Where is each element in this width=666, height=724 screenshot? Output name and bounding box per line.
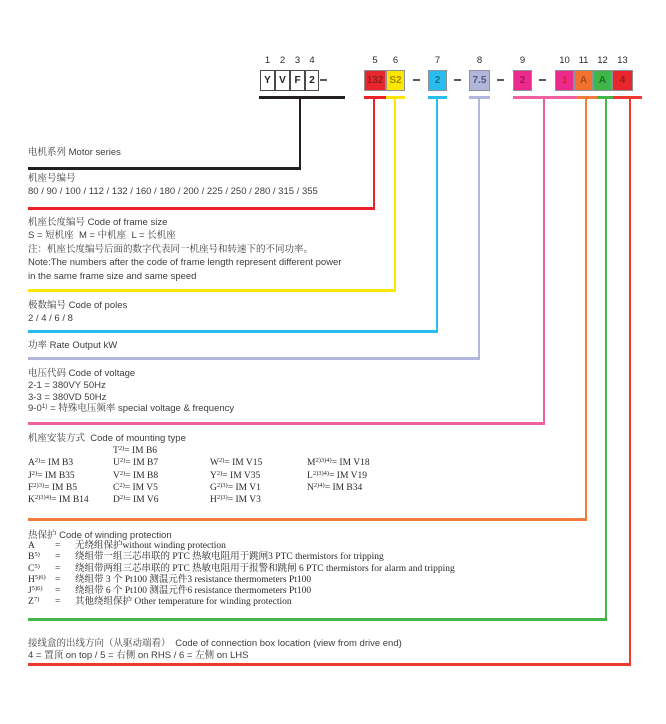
- code-underline-segment: [259, 96, 345, 99]
- code-position-label: 7: [434, 55, 441, 66]
- code-box-char: 2: [519, 75, 526, 86]
- section-rule-rate-output: [28, 357, 480, 360]
- code-box: [275, 70, 290, 91]
- mounting-table-cell: $F^{2)3)}=$ IM B5: [28, 481, 77, 493]
- code-box: [364, 70, 386, 91]
- code-position-label: 1: [264, 55, 271, 66]
- equals-sign: =: [55, 586, 61, 597]
- connector-line-rate-output: [478, 96, 481, 360]
- connector-line-frame-length-code: [394, 96, 397, 292]
- connector-line-frame-size-number: [373, 96, 376, 210]
- equals-sign: =: [55, 574, 61, 585]
- mounting-table-row: [28, 457, 437, 469]
- section-rule-winding-protection: [28, 618, 607, 621]
- section-text-voltage-code: [28, 368, 234, 415]
- mounting-table-row: [28, 494, 437, 506]
- mounting-table-row: [28, 445, 437, 457]
- section-text-line: 电压代码 Code of voltage: [28, 368, 136, 379]
- code-separator-dash: [539, 79, 546, 81]
- mounting-table-cell: $Y^{2)}=$ IM V35: [210, 469, 261, 481]
- mounting-table-row: [28, 470, 437, 482]
- section-text-line: 接线盒的出线方向（从驱动端看） Code of connection box location (view from drive end): [28, 638, 402, 649]
- protection-description: 无绕组保护without winding protection: [75, 541, 226, 552]
- section-text-line: 2 / 4 / 6 / 8: [28, 312, 73, 324]
- section-rule-frame-size-number: [28, 207, 375, 210]
- code-box-char: A: [598, 75, 607, 86]
- code-box: [305, 70, 319, 91]
- section-text-line: 机座安装方式 Code of mounting type: [28, 433, 186, 444]
- code-separator-dash: [320, 79, 327, 81]
- code-box: [612, 70, 633, 91]
- mounting-table-cell: [307, 494, 437, 506]
- protection-code: $J^{5)6)}$: [28, 585, 43, 597]
- code-box: [555, 70, 574, 91]
- section-text-line: 2-1 = 380VY 50Hz: [28, 379, 106, 391]
- code-box-char: 4: [619, 75, 626, 86]
- protection-def-row: [28, 586, 455, 597]
- mounting-table-cell: $K^{2)3)4)}=$ IM B14: [28, 494, 89, 506]
- protection-description: 绕组带两组三芯串联的 PTC 热敏电阻用于报警和跳闸 6 PTC thermistors for alarm and tripping: [75, 563, 455, 574]
- section-text-frame-length-code: [28, 216, 342, 283]
- protection-code: A: [28, 541, 35, 552]
- section-text-line: 机座号编号: [28, 173, 76, 184]
- section-rule-connection-box-location: [28, 663, 631, 666]
- protection-code: $B^{5)}$: [28, 551, 40, 563]
- equals-sign: =: [55, 597, 61, 608]
- code-position-label: 2: [279, 55, 286, 66]
- code-box-char: S2: [389, 75, 402, 86]
- code-box-char: 1: [561, 75, 568, 86]
- section-rule-motor-series: [28, 167, 301, 170]
- protection-description: 绕组带 3 个 Pt100 测温元件3 resistance thermometers Pt100: [75, 574, 312, 585]
- code-box: [290, 70, 305, 91]
- section-rule-poles-code: [28, 330, 438, 333]
- mounting-table-cell: [210, 445, 307, 457]
- connector-line-mounting-type: [585, 96, 588, 521]
- mounting-table-cell: [28, 445, 113, 457]
- section-text-line: 极数编号 Code of poles: [28, 300, 128, 311]
- mounting-table-cell: [307, 445, 437, 457]
- protection-description: 其他绕组保护 Other temperature for winding protection: [75, 597, 292, 608]
- code-position-label: 11: [578, 55, 589, 66]
- code-box: [574, 70, 593, 91]
- code-box-char: F: [294, 75, 301, 86]
- code-box: [593, 70, 612, 91]
- code-separator-dash: [413, 79, 420, 81]
- section-text-line: 电机系列 Motor series: [28, 147, 121, 158]
- code-box: [386, 70, 405, 91]
- section-rule-voltage-code: [28, 422, 545, 425]
- connector-line-connection-box-location: [629, 96, 632, 666]
- code-separator-dash: [497, 79, 504, 81]
- code-box: [428, 70, 447, 91]
- section-rule-frame-length-code: [28, 289, 396, 292]
- section-rule-mounting-type: [28, 518, 587, 521]
- connector-line-poles-code: [436, 96, 439, 333]
- section-text-line: 热保护 Code of winding protection: [28, 530, 172, 541]
- protection-def-row: [28, 597, 455, 608]
- protection-code: $Z^{7)}$: [28, 596, 40, 608]
- section-text-line: S = 短机座 M = 中机座 L = 长机座: [28, 230, 176, 242]
- section-text-mounting-type: [28, 433, 437, 506]
- section-text-connection-box-location: [28, 638, 402, 662]
- equals-sign: =: [55, 552, 61, 563]
- code-position-label: 4: [309, 55, 315, 66]
- code-position-label: 13: [617, 55, 628, 66]
- section-text-line: 4 = 置顶 on top / 5 = 右侧 on RHS / 6 = 左侧 on LHS: [28, 650, 249, 661]
- mounting-table-cell: $U^{2)}=$ IM B7: [113, 457, 159, 469]
- code-separator-dash: [454, 79, 461, 81]
- code-position-label: 8: [476, 55, 483, 66]
- protection-def-row: [28, 541, 455, 552]
- mounting-table-row: [28, 482, 437, 494]
- code-box: [260, 70, 275, 91]
- mounting-table-cell: $H^{2)3)}=$ IM V3: [210, 494, 261, 506]
- section-text-motor-series: [28, 146, 121, 159]
- protection-def-row: [28, 575, 455, 586]
- protection-def-row: [28, 552, 455, 563]
- protection-description: 绕组带 6 个 Pt100 测温元件6 resistance thermometers Pt100: [75, 586, 312, 597]
- code-box-char: Y: [264, 75, 271, 86]
- mounting-table-cell: $V^{2)}=$ IM B8: [113, 469, 159, 481]
- protection-description: 绕组带一组三芯串联的 PTC 热敏电阻用于跳闸3 PTC thermistors for tripping: [75, 552, 384, 563]
- code-box-char: 2: [309, 75, 315, 86]
- code-box-char: 2: [434, 75, 441, 86]
- code-box: [469, 70, 490, 91]
- mounting-table-cell: $L^{2)3)4)}=$ IM V19: [307, 469, 367, 481]
- protection-code: $H^{5)6)}$: [28, 573, 46, 585]
- protection-code: $C^{5)}$: [28, 562, 40, 574]
- section-text-line: 3-3 = 380VD 50Hz: [28, 391, 107, 403]
- code-box-char: 132: [366, 75, 384, 86]
- section-text-line: in the same frame size and same speed: [28, 270, 197, 282]
- section-text-line: 注：机座长度编号后面的数字代表同一机座号和转速下的不同功率。: [28, 243, 314, 255]
- equals-sign: =: [55, 563, 61, 574]
- equals-sign: =: [55, 541, 61, 552]
- connector-line-voltage-code: [543, 96, 546, 425]
- mounting-table-cell: $N^{2)4)}=$ IM B34: [307, 481, 363, 493]
- mounting-table-cell: $A^{2)}=$ IM B3: [28, 457, 74, 469]
- mounting-table-cell: $J^{2)}=$ IM B35: [28, 469, 75, 481]
- code-underline-segment: [613, 96, 642, 99]
- section-text-line: Note:The numbers after the code of frame length represent different power: [28, 257, 342, 269]
- code-position-label: 10: [559, 55, 570, 66]
- code-box-char: A: [579, 75, 588, 86]
- mounting-table-cell: $G^{2)3)}=$ IM V1: [210, 481, 261, 493]
- section-text-winding-protection: [28, 530, 455, 608]
- code-position-label: 5: [372, 55, 378, 66]
- section-text-line: $9-0^{1)}$ = 特殊电压频率 special voltage & frequency: [28, 403, 235, 415]
- code-box-char: 7.5: [472, 75, 487, 86]
- mounting-table-cell: $C^{2)}=$ IM V5: [113, 481, 158, 493]
- mounting-table-cell: $W^{2)}=$ IM V15: [210, 457, 263, 469]
- section-text-frame-size-number: [28, 173, 318, 198]
- section-text-poles-code: [28, 300, 127, 325]
- connector-line-winding-protection: [605, 96, 608, 621]
- section-text-line: 功率 Rate Output kW: [28, 340, 118, 351]
- code-position-label: 12: [597, 55, 608, 66]
- mounting-table-cell: $D^{2)}=$ IM V6: [113, 494, 159, 506]
- code-box-char: V: [279, 75, 286, 86]
- connector-line-motor-series: [299, 96, 302, 170]
- code-box: [513, 70, 532, 91]
- section-text-rate-output: [28, 339, 117, 352]
- code-position-label: 9: [519, 55, 526, 66]
- protection-def-row: [28, 564, 455, 575]
- code-position-label: 6: [392, 55, 399, 66]
- section-text-line: 80 / 90 / 100 / 112 / 132 / 160 / 180 / 200 / 225 / 250 / 280 / 315 / 355: [28, 185, 318, 197]
- section-text-line: 机座长度编号 Code of frame size: [28, 217, 168, 228]
- mounting-table-cell: $T^{2)}=$ IM B6: [113, 445, 158, 457]
- code-position-label: 3: [294, 55, 301, 66]
- mounting-table-cell: $M^{2)3)4)}=$ IM V18: [307, 457, 370, 469]
